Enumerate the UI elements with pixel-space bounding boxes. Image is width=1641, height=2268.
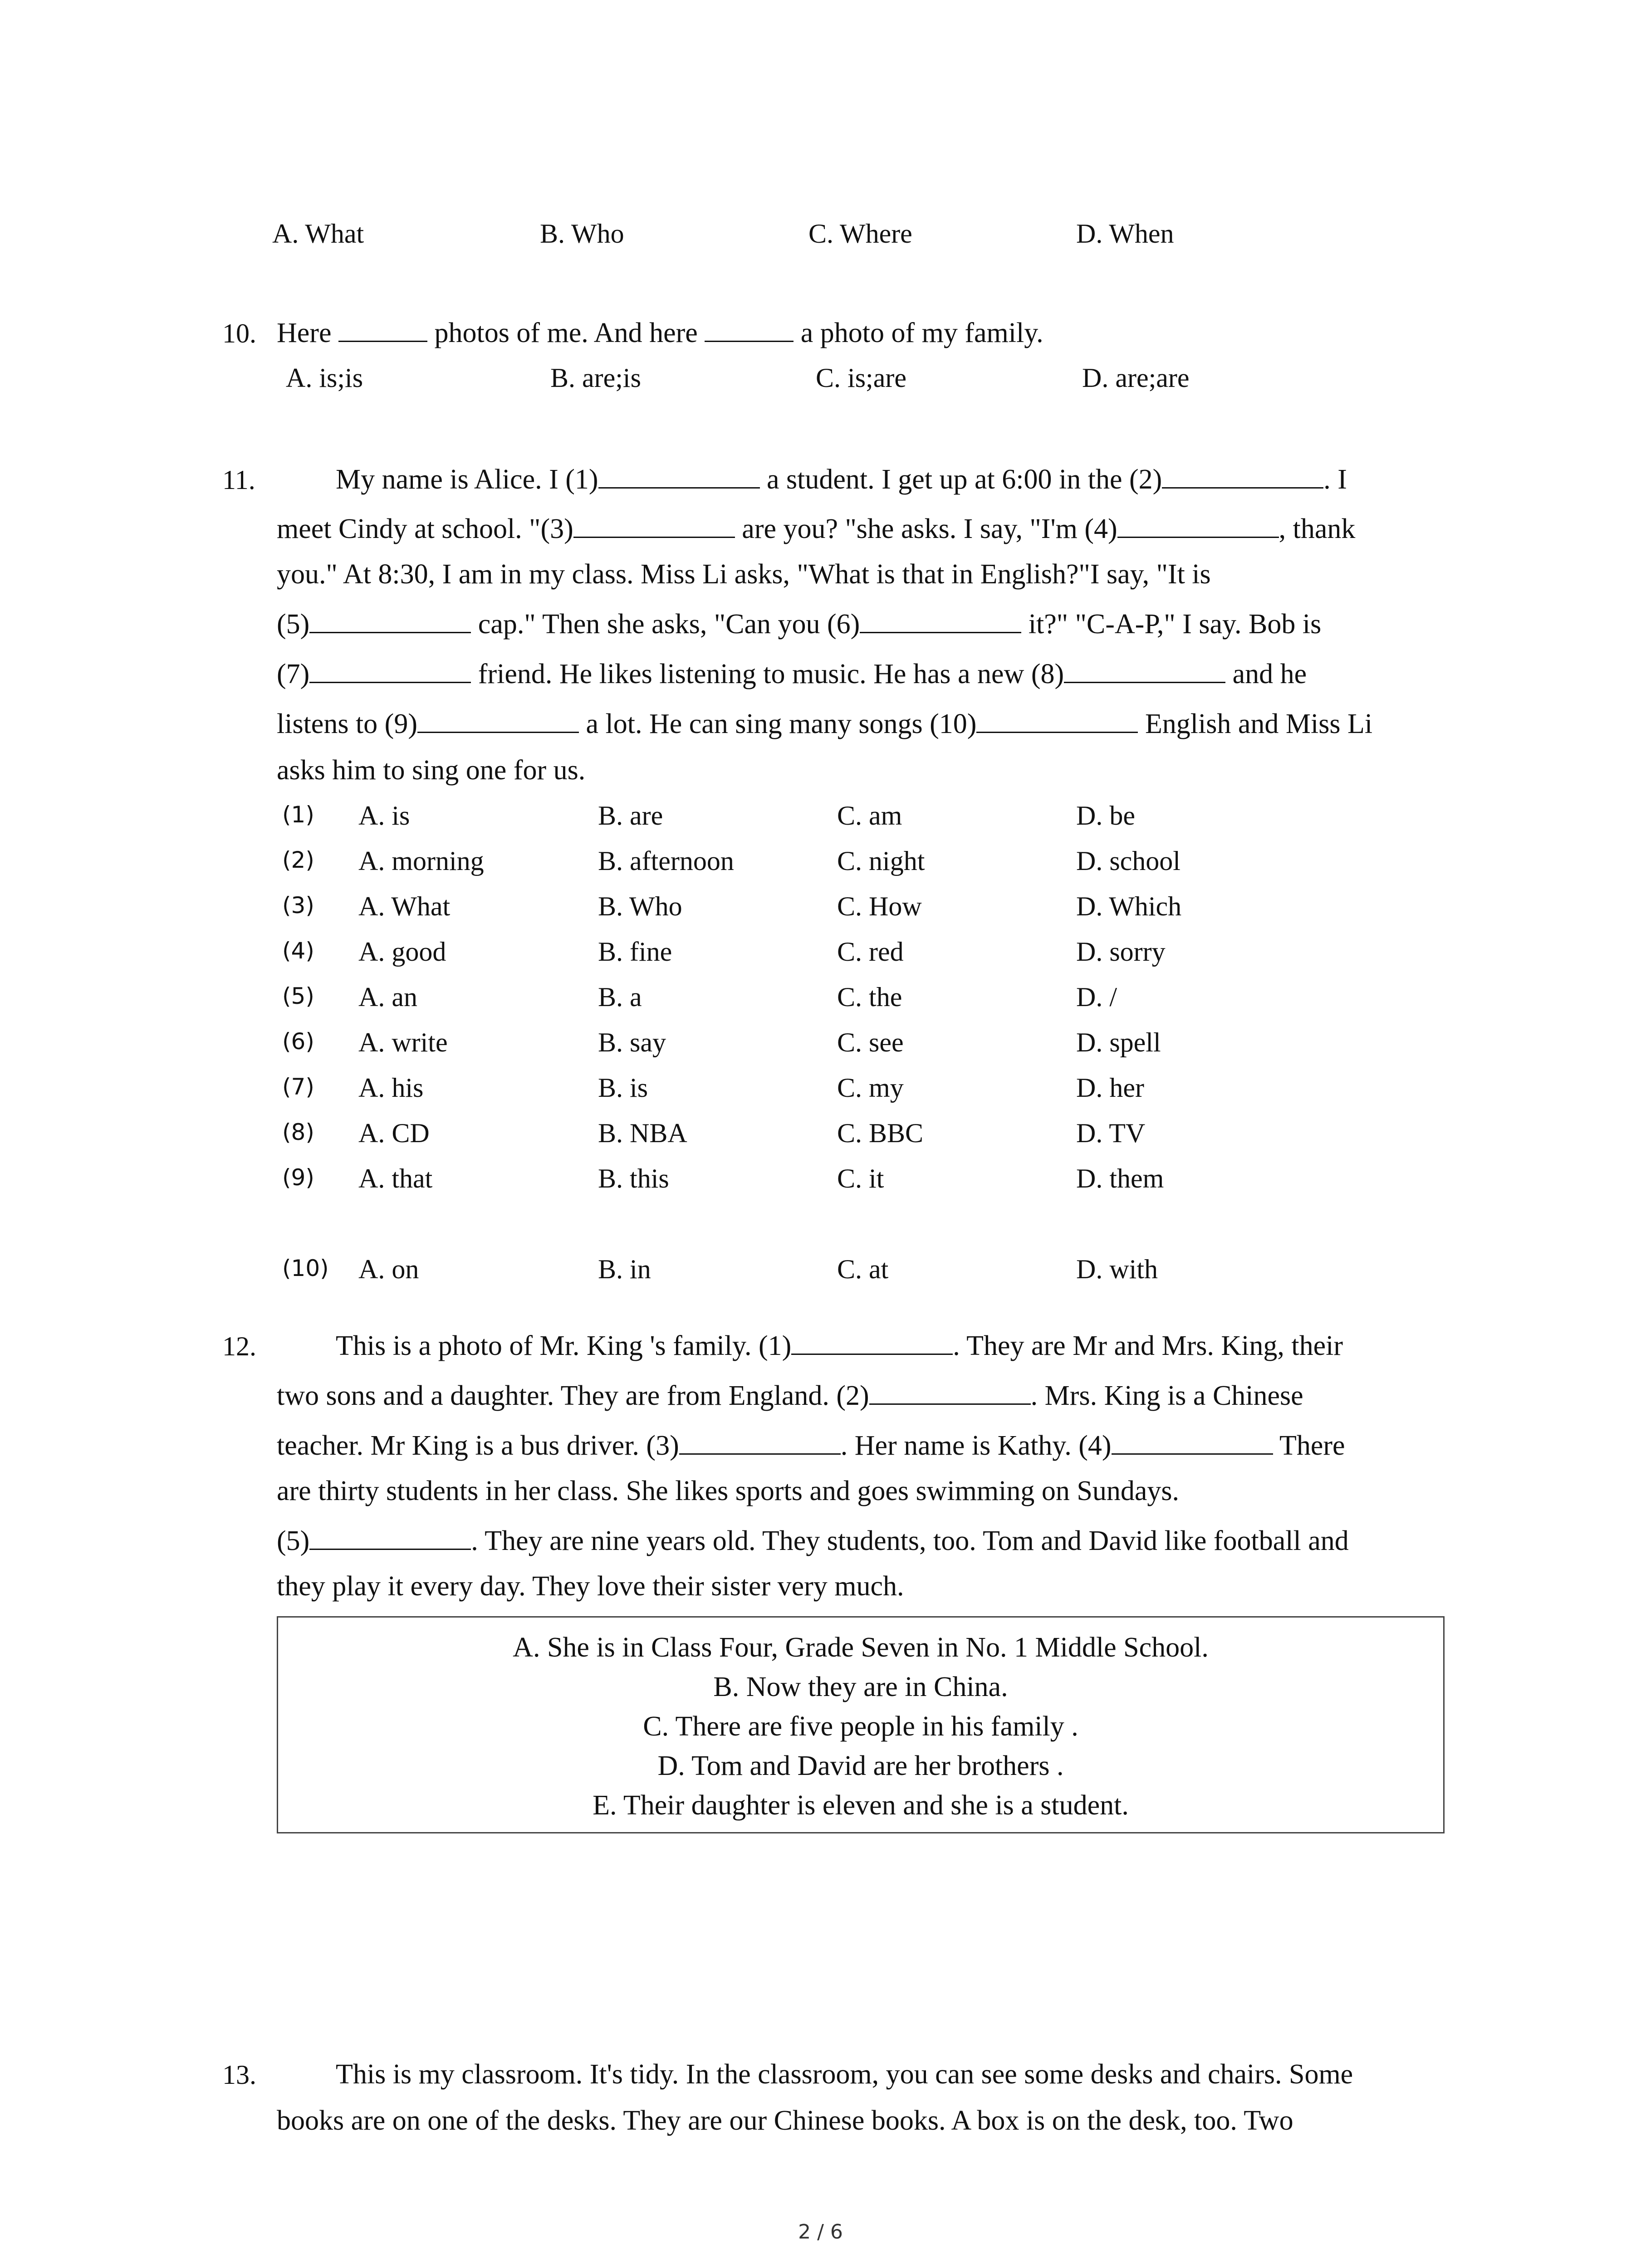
q11-option-c: C. How xyxy=(837,891,922,921)
q11-choice-label: (7) xyxy=(282,1074,314,1100)
q11-choice-label: (8) xyxy=(282,1119,314,1145)
q11-option-b: B. afternoon xyxy=(598,846,734,876)
q11-option-a: A. his xyxy=(358,1073,424,1103)
page-number: 2 / 6 xyxy=(798,2220,843,2244)
q12-box-option-a: A. She is in Class Four, Grade Seven in No. 1 Middle School. xyxy=(513,1632,1209,1663)
q12-box-option-e: E. Their daughter is eleven and she is a student. xyxy=(593,1790,1129,1821)
q11-option-c: C. see xyxy=(837,1027,904,1057)
q11-option-d: D. them xyxy=(1076,1163,1164,1193)
q10-option-b: B. are;is xyxy=(550,363,641,393)
q12-line-4: are thirty students in her class. She likes sports and goes swimming on Sundays. xyxy=(277,1476,1179,1506)
q11-line-6: listens to (9) a lot. He can sing many songs (10) English and Miss Li xyxy=(277,709,1373,739)
q11-option-d: D. TV xyxy=(1076,1118,1146,1148)
q11-option-b: B. this xyxy=(598,1163,669,1193)
q11-choice-label: (3) xyxy=(282,892,314,919)
q11-option-a: A. that xyxy=(358,1163,433,1193)
q11-option-c: C. am xyxy=(837,801,902,831)
q11-option-d: D. / xyxy=(1076,982,1117,1012)
q13-line-2: books are on one of the desks. They are our Chinese books. A box is on the desk, too. Two xyxy=(277,2105,1293,2136)
q13-number: 13. xyxy=(222,2060,256,2090)
q11-option-d: D. sorry xyxy=(1076,937,1166,967)
q13-line-1: This is my classroom. It's tidy. In the classroom, you can see some desks and chairs. Some xyxy=(336,2059,1353,2090)
q11-option-a: A. CD xyxy=(358,1118,430,1148)
q11-option-b: B. is xyxy=(598,1073,648,1103)
q11-option-c: C. my xyxy=(837,1073,904,1103)
q11-choice-label: (9) xyxy=(282,1164,314,1191)
q11-option-d: D. with xyxy=(1076,1254,1158,1284)
q12-box-option-b: B. Now they are in China. xyxy=(713,1672,1008,1702)
q11-option-d: D. be xyxy=(1076,801,1135,831)
q11-choice-label: (5) xyxy=(282,983,314,1009)
q11-choice-label: (10) xyxy=(282,1255,329,1281)
q11-option-a: A. on xyxy=(358,1254,419,1284)
q11-option-b: B. NBA xyxy=(598,1118,687,1148)
q11-line-3: you." At 8:30, I am in my class. Miss Li asks, "What is that in English?"I say, "It is xyxy=(277,559,1211,590)
q11-option-b: B. Who xyxy=(598,891,682,921)
q11-option-a: A. is xyxy=(358,801,410,831)
q11-option-b: B. in xyxy=(598,1254,651,1284)
q12-number: 12. xyxy=(222,1331,256,1361)
q11-choice-label: (6) xyxy=(282,1028,314,1055)
q10-stem: Here photos of me. And here a photo of my family. xyxy=(277,318,1043,348)
q11-line-5: (7) friend. He likes listening to music. He has a new (8) and he xyxy=(277,659,1307,689)
q11-choice-label: (2) xyxy=(282,847,314,873)
q12-box-option-c: C. There are five people in his family . xyxy=(643,1711,1078,1742)
q11-option-b: B. fine xyxy=(598,937,672,967)
q12-line-3: teacher. Mr King is a bus driver. (3) . Her name is Kathy. (4) There xyxy=(277,1430,1345,1461)
q11-option-b: B. say xyxy=(598,1027,666,1057)
q11-option-c: C. night xyxy=(837,846,925,876)
q11-choice-label: (1) xyxy=(282,802,314,828)
q11-line-1: My name is Alice. I (1) a student. I get up at 6:00 in the (2) . I xyxy=(336,464,1347,495)
q11-line-4: (5) cap." Then she asks, "Can you (6) it?" "C-A-P," I say. Bob is xyxy=(277,609,1322,640)
q11-option-d: D. her xyxy=(1076,1073,1144,1103)
q11-option-a: A. What xyxy=(358,891,451,921)
q9-option-a: A. What xyxy=(272,219,364,249)
q11-option-d: D. school xyxy=(1076,846,1181,876)
q11-option-c: C. it xyxy=(837,1163,884,1193)
q12-line-2: two sons and a daughter. They are from England. (2) . Mrs. King is a Chinese xyxy=(277,1380,1303,1411)
q10-option-c: C. is;are xyxy=(816,363,906,393)
q11-option-b: B. are xyxy=(598,801,663,831)
q12-line-6: they play it every day. They love their sister very much. xyxy=(277,1571,904,1602)
q11-option-d: D. Which xyxy=(1076,891,1182,921)
q10-option-a: A. is;is xyxy=(286,363,363,393)
q11-line-2: meet Cindy at school. "(3) are you? "she asks. I say, "I'm (4) , thank xyxy=(277,513,1356,544)
q12-line-5: (5) . They are nine years old. They students, too. Tom and David like football and xyxy=(277,1525,1349,1556)
q12-options-box xyxy=(277,1616,1445,1833)
q11-option-a: A. an xyxy=(358,982,417,1012)
q11-choice-label: (4) xyxy=(282,938,314,964)
q11-option-a: A. write xyxy=(358,1027,448,1057)
q9-option-d: D. When xyxy=(1076,219,1174,249)
q11-option-d: D. spell xyxy=(1076,1027,1161,1057)
q11-option-c: C. BBC xyxy=(837,1118,924,1148)
q10-option-d: D. are;are xyxy=(1082,363,1190,393)
q12-line-1: This is a photo of Mr. King 's family. (1) . They are Mr and Mrs. King, their xyxy=(336,1330,1343,1361)
q11-option-c: C. red xyxy=(837,937,904,967)
q12-box-option-d: D. Tom and David are her brothers . xyxy=(657,1750,1064,1781)
q11-option-c: C. the xyxy=(837,982,902,1012)
q11-option-b: B. a xyxy=(598,982,642,1012)
q11-option-c: C. at xyxy=(837,1254,889,1284)
q11-option-a: A. good xyxy=(358,937,446,967)
q11-option-a: A. morning xyxy=(358,846,484,876)
q9-option-c: C. Where xyxy=(808,219,912,249)
q10-number: 10. xyxy=(222,318,256,348)
q11-line-7: asks him to sing one for us. xyxy=(277,755,586,786)
q9-option-b: B. Who xyxy=(540,219,624,249)
q11-number: 11. xyxy=(222,465,255,495)
